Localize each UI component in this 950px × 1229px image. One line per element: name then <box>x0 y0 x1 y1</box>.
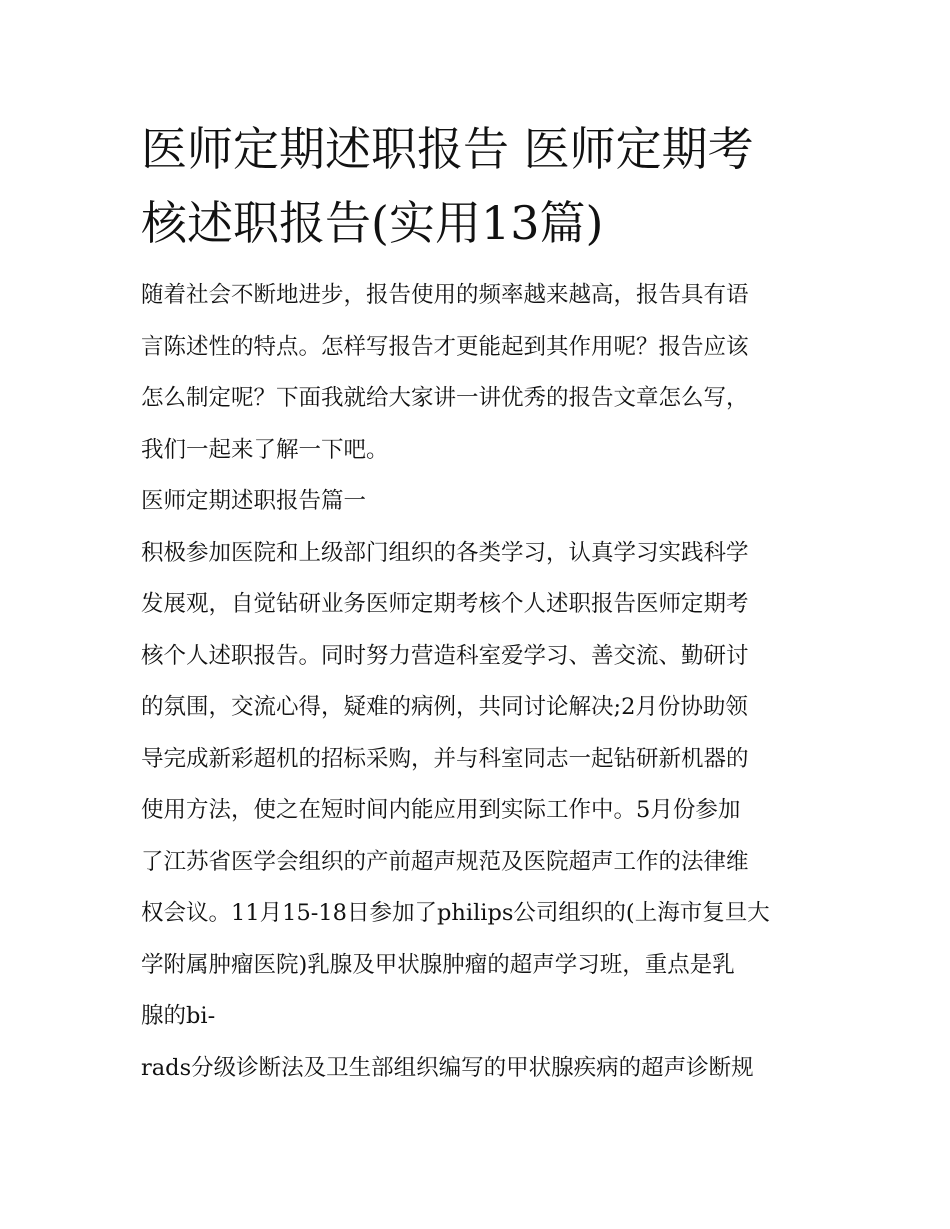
section-line-6: 使用方法，使之在短时间内能应用到实际工作中。5月份参加 <box>141 797 741 823</box>
section-line-8: 权会议。11月15-18日参加了philips公司组织的(上海市复旦大 <box>141 900 770 926</box>
intro-line-4: 我们一起来了解一下吧。 <box>141 436 389 463</box>
continuation-line: rads分级诊断法及卫生部组织编写的甲状腺疾病的超声诊断规 <box>141 1054 754 1081</box>
section-line-9: 学附属肿瘤医院)乳腺及甲状腺肿瘤的超声学习班，重点是乳 <box>141 951 735 978</box>
section-paragraph <box>141 528 816 1043</box>
intro-line-2: 言陈述性的特点。怎样写报告才更能起到其作用呢？报告应该 <box>141 333 749 360</box>
section-line-3: 核个人述职报告。同时努力营造科室爱学习、善交流、勤研讨 <box>141 642 749 669</box>
section-line-4: 的氛围，交流心得，疑难的病例，共同讨论解决;2月份协助领 <box>141 694 748 720</box>
title-line-2: 核述职报告(实用13篇) <box>141 196 604 250</box>
document-content <box>141 112 816 1094</box>
section-line-1: 积极参加医院和上级部门组织的各类学习，认真学习实践科学 <box>141 539 749 566</box>
section-line-7: 了江苏省医学会组织的产前超声规范及医院超声工作的法律维 <box>141 848 749 875</box>
section-heading: 医师定期述职报告篇一 <box>141 488 367 514</box>
section-line-2: 发展观，自觉钻研业务医师定期考核个人述职报告医师定期考 <box>141 591 749 617</box>
document-title <box>141 112 816 260</box>
title-line-1: 医师定期述职报告 医师定期考 <box>141 122 754 176</box>
intro-paragraph <box>141 270 816 476</box>
intro-line-1: 随着社会不断地进步，报告使用的频率越来越高，报告具有语 <box>141 282 749 308</box>
section-line-5: 导完成新彩超机的招标采购，并与科室同志一起钻研新机器的 <box>141 745 749 772</box>
intro-line-3: 怎么制定呢？下面我就给大家讲一讲优秀的报告文章怎么写， <box>141 385 749 411</box>
section-line-10: 腺的bi- <box>141 1003 216 1029</box>
